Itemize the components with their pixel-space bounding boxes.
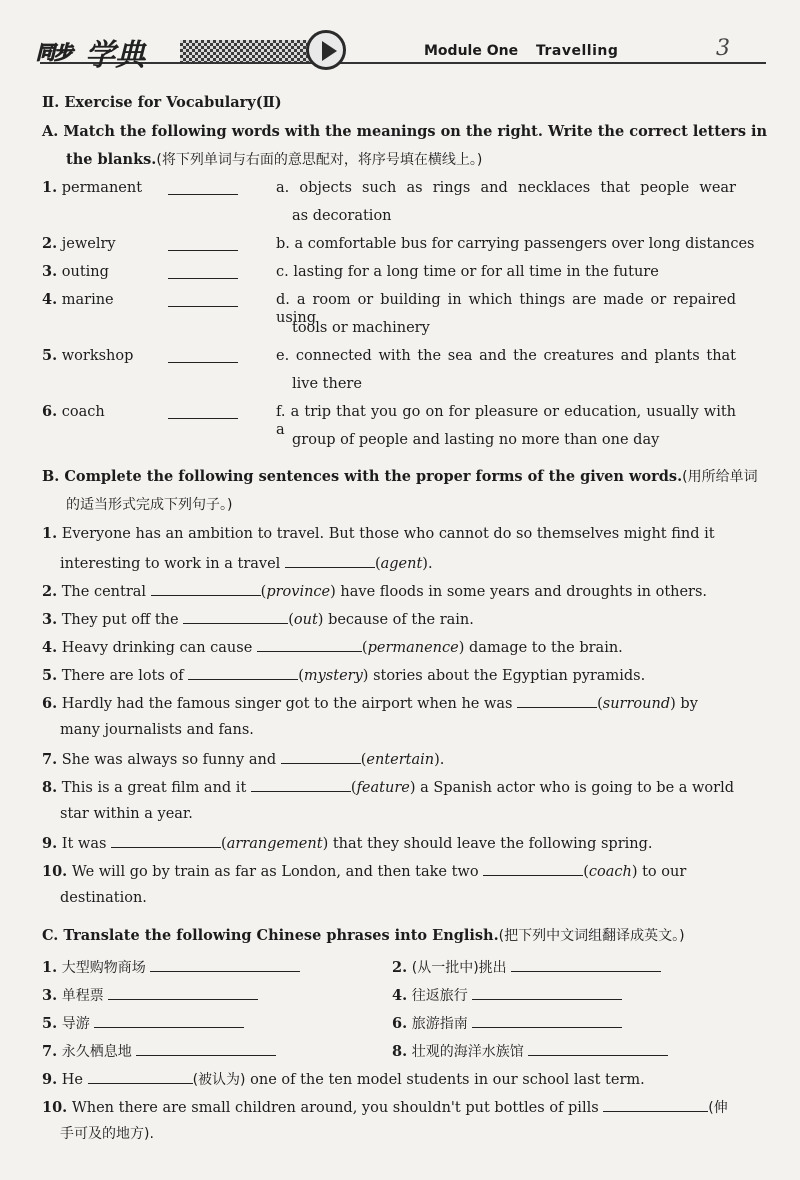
partB-sentence-1: 1. Everyone has an ambition to travel. But those who cannot do so themselves might find it: [42, 525, 715, 542]
partB-sentence-4: 4. Heavy drinking can cause (permanence) damage to the brain.: [42, 639, 623, 656]
partA-title-line1: A. Match the following words with the meanings on the right. Write the correct letters in: [42, 123, 768, 140]
partC-phrase-7: 7. 永久栖息地: [42, 1041, 276, 1061]
answer-blank-C5[interactable]: [94, 1013, 244, 1028]
unit-label: Travelling: [536, 43, 619, 59]
partB-sentence-6: 6. Hardly had the famous singer got to the airport when he was (surround) by: [42, 695, 698, 712]
partB-sentence-1-cont: interesting to work in a travel (agent).: [60, 553, 433, 573]
partA-meaning-b: b. a comfortable bus for carrying passengers over long distances: [276, 236, 755, 252]
partA-item-1: 1. permanent: [42, 179, 143, 196]
partA-meaning-e-cont: live there: [292, 376, 362, 392]
answer-blank-C8[interactable]: [528, 1041, 668, 1056]
answer-blank-C9[interactable]: [88, 1069, 193, 1084]
partC-phrase-1: 1. 大型购物商场: [42, 957, 300, 977]
answer-blank-B8[interactable]: [251, 777, 351, 792]
brand-logo: 学典: [85, 38, 145, 73]
answer-blank-A6[interactable]: [168, 404, 238, 419]
answer-blank-A3[interactable]: [168, 264, 238, 279]
partB-title-line2: 的适当形式完成下列句子。): [66, 497, 233, 513]
partC-phrase-5: 5. 导游: [42, 1013, 244, 1033]
brand-small: 同步: [36, 42, 73, 64]
answer-blank-A5[interactable]: [168, 348, 238, 363]
page-header: [0, 34, 800, 78]
header-rule: [40, 62, 766, 64]
partC-sentence-9: 9. He (被认为) one of the ten model students in our school last term.: [42, 1071, 645, 1088]
answer-blank-A1[interactable]: [168, 180, 238, 195]
answer-blank-B2[interactable]: [151, 581, 261, 596]
page-number: 3: [716, 36, 730, 61]
section-title: Ⅱ. Exercise for Vocabulary(Ⅱ): [42, 94, 282, 111]
partA-title-line2: the blanks.(将下列单词与右面的意思配对，将序号填在横线上。): [66, 151, 483, 168]
partC-phrase-3: 3. 单程票: [42, 985, 258, 1005]
answer-blank-C1[interactable]: [150, 957, 300, 972]
answer-blank-B9[interactable]: [111, 833, 221, 848]
partA-item-2: 2. jewelry: [42, 235, 116, 252]
partA-meaning-a: a. objects such as rings and necklaces that people wear: [276, 180, 736, 196]
checker-pattern: [180, 40, 310, 62]
partB-sentence-3: 3. They put off the (out) because of the rain.: [42, 611, 474, 628]
partC-phrase-6: 6. 旅游指南: [392, 1013, 622, 1033]
partC-phrase-4: 4. 往返旅行: [392, 985, 622, 1005]
answer-blank-A2[interactable]: [168, 236, 238, 251]
answer-blank-B3[interactable]: [183, 609, 288, 624]
partA-item-3: 3. outing: [42, 263, 109, 280]
partA-meaning-a-cont: as decoration: [292, 208, 392, 224]
partB-sentence-8-cont: star within a year.: [60, 806, 193, 822]
partB-title-line1: B. Complete the following sentences with the proper forms of the given words.(用所给单词: [42, 468, 758, 485]
partA-meaning-d-cont: tools or machinery: [292, 320, 430, 336]
partB-sentence-10-cont: destination.: [60, 890, 147, 906]
partC-phrase-8: 8. 壮观的海洋水族馆: [392, 1041, 668, 1061]
answer-blank-B5[interactable]: [188, 665, 298, 680]
answer-blank-C10[interactable]: [603, 1097, 708, 1112]
partB-sentence-9: 9. It was (arrangement) that they should leave the following spring.: [42, 835, 653, 852]
answer-blank-B6[interactable]: [517, 693, 597, 708]
partB-sentence-7: 7. She was always so funny and (entertain).: [42, 751, 445, 768]
partA-meaning-c: c. lasting for a long time or for all time in the future: [276, 264, 659, 280]
partA-item-4: 4. marine: [42, 291, 114, 308]
answer-blank-C2[interactable]: [511, 957, 661, 972]
partA-meaning-e: e. connected with the sea and the creatures and plants that: [276, 348, 736, 364]
partC-sentence-10-cont: 手可及的地方).: [60, 1126, 154, 1142]
partA-meaning-f-cont: group of people and lasting no more than one day: [292, 432, 660, 448]
partA-meaning-f: f. a trip that you go on for pleasure or education, usually with a: [276, 404, 736, 438]
answer-blank-B1[interactable]: [285, 553, 375, 568]
partC-sentence-10: 10. When there are small children around, you shouldn't put bottles of pills (伸: [42, 1099, 728, 1116]
partB-sentence-6-cont: many journalists and fans.: [60, 722, 254, 738]
answer-blank-B4[interactable]: [257, 637, 362, 652]
answer-blank-A4[interactable]: [168, 292, 238, 307]
answer-blank-B7[interactable]: [281, 749, 361, 764]
partA-item-6: 6. coach: [42, 403, 105, 420]
answer-blank-C4[interactable]: [472, 985, 622, 1000]
partB-sentence-5: 5. There are lots of (mystery) stories about the Egyptian pyramids.: [42, 667, 646, 684]
answer-blank-B10[interactable]: [483, 861, 583, 876]
partA-item-5: 5. workshop: [42, 347, 134, 364]
partB-sentence-8: 8. This is a great film and it (feature) a Spanish actor who is going to be a world: [42, 779, 735, 796]
partA-meaning-d: d. a room or building in which things are made or repaired using: [276, 292, 736, 326]
partB-sentence-2: 2. The central (province) have floods in some years and droughts in others.: [42, 583, 708, 600]
partB-sentence-10: 10. We will go by train as far as London, and then take two (coach) to our: [42, 863, 687, 880]
answer-blank-C6[interactable]: [472, 1013, 622, 1028]
partC-title: C. Translate the following Chinese phrases into English.(把下列中文词组翻译成英文。): [42, 927, 685, 944]
answer-blank-C7[interactable]: [136, 1041, 276, 1056]
module-label: Module One: [424, 43, 519, 59]
play-icon: [306, 30, 346, 70]
answer-blank-C3[interactable]: [108, 985, 258, 1000]
partC-phrase-2: 2. (从一批中)挑出: [392, 957, 661, 977]
